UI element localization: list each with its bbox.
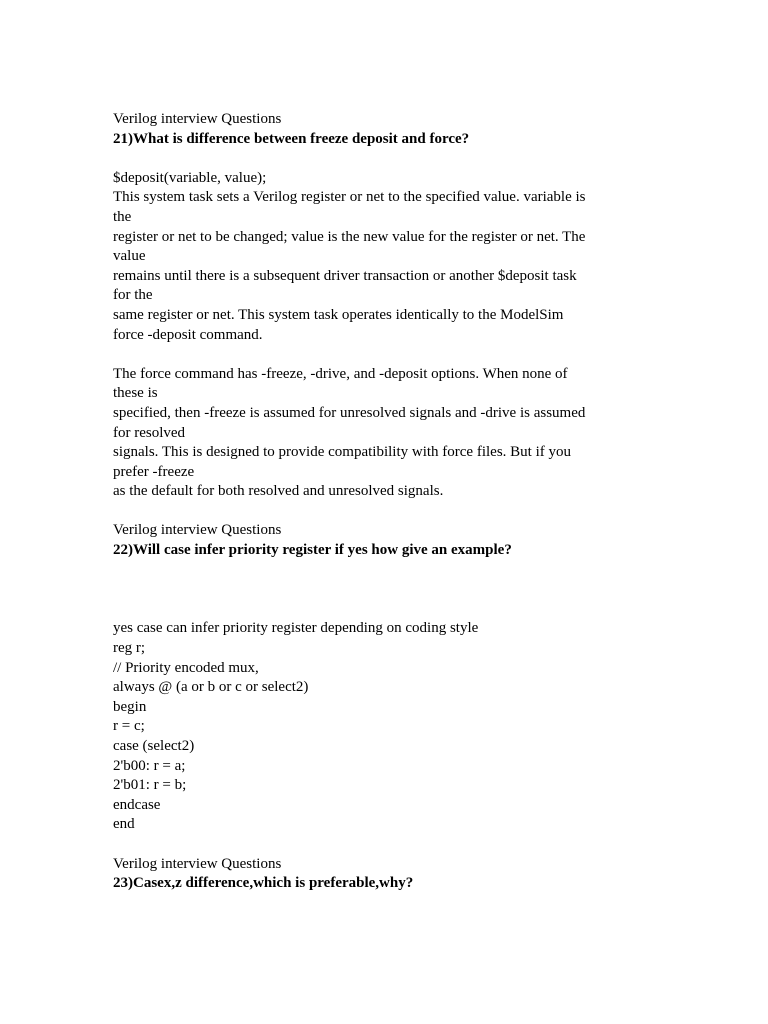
text-line: The force command has -freeze, -drive, and -deposit options. When none of xyxy=(113,365,568,382)
text-line: as the default for both resolved and unresolved signals. xyxy=(113,483,444,500)
text-line: remains until there is a subsequent driver transaction or another $deposit task xyxy=(113,267,577,284)
question-heading: 23)Casex,z difference,which is preferable,why? xyxy=(113,875,414,892)
text-line: prefer -freeze xyxy=(113,463,195,480)
text-line: for the xyxy=(113,287,153,304)
blank-line xyxy=(113,600,658,620)
text-line: these is xyxy=(113,385,158,402)
section-label: Verilog interview Questions xyxy=(113,522,282,539)
text-line: $deposit(variable, value); xyxy=(113,169,267,186)
text-line: for resolved xyxy=(113,424,186,441)
text-line: force -deposit command. xyxy=(113,326,263,343)
question-heading: 22)Will case infer priority register if yes how give an example? xyxy=(113,542,512,559)
blank-line xyxy=(113,561,658,581)
section-label: Verilog interview Questions xyxy=(113,111,282,127)
text-line: 2'b01: r = b; xyxy=(113,777,187,794)
blank-line xyxy=(113,149,658,169)
text-line: 2'b00: r = a; xyxy=(113,757,186,774)
text-line: case (select2) xyxy=(113,738,195,754)
question-heading: 21)What is difference between freeze deposit and force? xyxy=(113,130,470,147)
text-line: endcase xyxy=(113,796,161,813)
section-label: Verilog interview Questions xyxy=(113,855,282,872)
text-line: register or net to be changed; value is the new value for the register or net. The xyxy=(113,228,586,245)
text-line: signals. This is designed to provide compatibility with force files. But if you xyxy=(113,444,571,461)
text-line: r = c; xyxy=(113,718,145,735)
text-line: specified, then -freeze is assumed for unresolved signals and -drive is assumed xyxy=(113,404,586,421)
text-line: yes case can infer priority register depending on coding style xyxy=(113,620,479,637)
text-line: same register or net. This system task operates identically to the ModelSim xyxy=(113,306,564,323)
blank-line xyxy=(113,502,658,522)
blank-line xyxy=(113,345,658,365)
text-line: value xyxy=(113,248,146,265)
text-line: end xyxy=(113,816,135,833)
blank-line xyxy=(113,580,658,600)
blank-line xyxy=(113,835,658,855)
text-line: always @ (a or b or c or select2) xyxy=(113,679,309,696)
text-line: // Priority encoded mux, xyxy=(113,659,259,676)
text-line: begin xyxy=(113,698,147,715)
text-line: This system task sets a Verilog register or net to the specified value. variable is xyxy=(113,189,586,206)
text-line: the xyxy=(113,208,132,225)
text-line: reg r; xyxy=(113,640,146,657)
document-body xyxy=(113,110,658,894)
